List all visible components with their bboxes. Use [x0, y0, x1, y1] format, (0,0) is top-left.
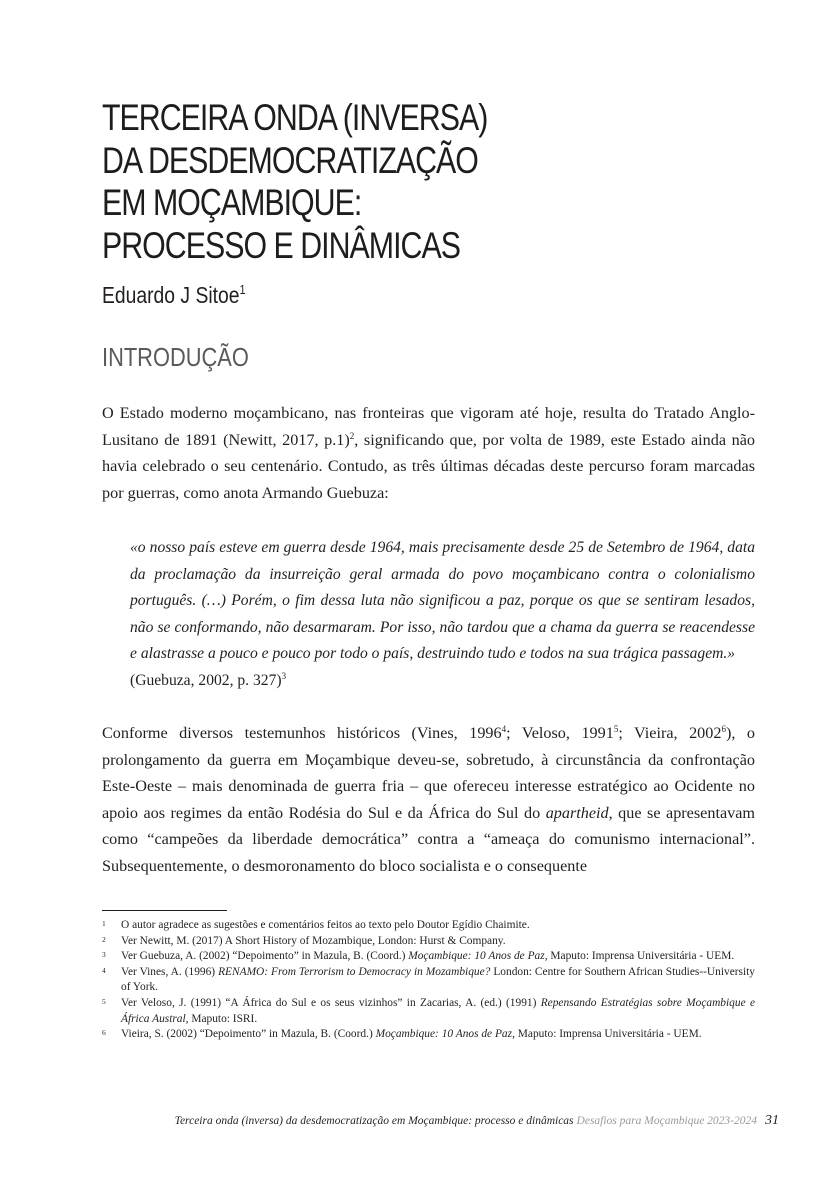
- author-name: Eduardo J Sitoe: [102, 282, 240, 308]
- title-line: TERCEIRA ONDA (INVERSA): [102, 97, 488, 138]
- title-line: DA DESDEMOCRATIZAÇÃO: [102, 139, 478, 181]
- article-title: [102, 97, 627, 267]
- body-paragraph-2: Conforme diversos testemunhos históricos (Vines, 1996$^4$; Veloso, 1991$^5$; Vieira, 2002$^6$), o prolongamento da guerra em Moçambique deveu-se, sobretudo, à circunstância da confrontação Este-Oeste – mais denominada de guerra fria – que ofereceu interesse estratégico ao Ocidente no apoio aos regimes da então Rodésia do Sul e da África do Sul do apartheid, que se apresentavam como “campeões da liberdade democrática” contra a “ameaça do comunismo internacional”. Subsequentemente, o desmoronamento do bloco socialista e o consequente: [102, 724, 756, 875]
- footnote-number: 2: [102, 934, 106, 944]
- footnote-marker-5[interactable]: 5: [613, 724, 619, 734]
- footnote-item: 5 Ver Veloso, J. (1991) “A África do Sul e os seus vizinhos” in Zacarias, A. (ed.) (1991) Repensando Estratégias sobre Moçambique e África Austral, Maputo: ISRI.: [102, 996, 756, 1025]
- running-footer: [175, 1113, 779, 1129]
- page-number: 31: [765, 1113, 779, 1128]
- quote-text: «o nosso país esteve em guerra desde 1964, mais precisamente desde 25 de Setembro de 1964, data da proclamação da insurreição geral armada do povo moçambicano contra o colonialismo português. (…) Porém, o fim dessa luta não significou a paz, porque os que se sentiram lesados, não se conformando, não desarmaram. Por isso, não tardou que a chama da guerra se reacendesse e alastrasse a pouco e pouco por todo o país, destruindo tudo e todos na sua trágica passagem.»: [130, 539, 755, 662]
- italic-term: apartheid: [545, 803, 609, 822]
- footnote-marker-4[interactable]: 4: [501, 724, 507, 734]
- footnote-marker-6[interactable]: 6: [721, 724, 726, 734]
- author-footnote-marker[interactable]: 1: [239, 282, 246, 297]
- footnote-item: 2 Ver Newitt, M. (2017) A Short History of Mozambique, London: Hurst & Company.: [102, 934, 506, 947]
- footnote-number: 3: [102, 950, 106, 960]
- footnote-item: 3 Ver Guebuza, A. (2002) “Depoimento” in Mazula, B. (Coord.) Moçambique: 10 Anos de Paz, Maputo: Imprensa Universitária - UEM.: [102, 950, 735, 963]
- footnote-number: 6: [102, 1028, 106, 1038]
- quote-citation: (Guebuza, 2002, p. 327): [130, 671, 282, 689]
- footnote-divider: [102, 910, 227, 911]
- footnote-number: 4: [102, 965, 106, 975]
- series-name: Desafios para Moçambique 2023-2024: [576, 1115, 757, 1127]
- footnote-item: 1 O autor agradece as sugestões e comentários feitos ao texto pelo Doutor Egídio Chaimite.: [102, 919, 530, 931]
- title-line: PROCESSO E DINÂMICAS: [102, 224, 460, 266]
- footnote-item: 4 Ver Vines, A. (1996) RENAMO: From Terrorism to Democracy in Mozambique? London: Centre for Southern African Studies--University of York.: [102, 965, 755, 994]
- footnote-number: 1: [102, 919, 106, 928]
- running-title: Terceira onda (inversa) da desdemocratização em Moçambique: processo e dinâmicas: [174, 1115, 574, 1127]
- title-line: EM MOÇAMBIQUE:: [102, 182, 362, 223]
- block-quote: [130, 535, 755, 694]
- author-line: [102, 282, 246, 309]
- footnote-marker-2[interactable]: 2: [349, 430, 355, 441]
- footnotes: [102, 918, 755, 1043]
- footnote-item: 6 Vieira, S. (2002) “Depoimento” in Mazula, B. (Coord.) Moçambique: 10 Anos de Paz, Maputo: Imprensa Universitária - UEM.: [102, 1028, 702, 1041]
- body-paragraph-1: O Estado moderno moçambicano, nas fronteiras que vigoram até hoje, resulta do Tratado Anglo-Lusitano de 1891 (Newitt, 2017, p.1)$^2$, significando que, por volta de 1989, este Estado ainda não havia celebrado o seu centenário. Contudo, as três últimas décadas deste percurso foram marcadas por guerras, como anota Armando Guebuza:: [102, 404, 755, 502]
- section-heading: INTRODUÇÃO: [102, 342, 249, 372]
- footnote-marker-3[interactable]: 3: [281, 670, 287, 681]
- footnote-number: 5: [102, 996, 106, 1006]
